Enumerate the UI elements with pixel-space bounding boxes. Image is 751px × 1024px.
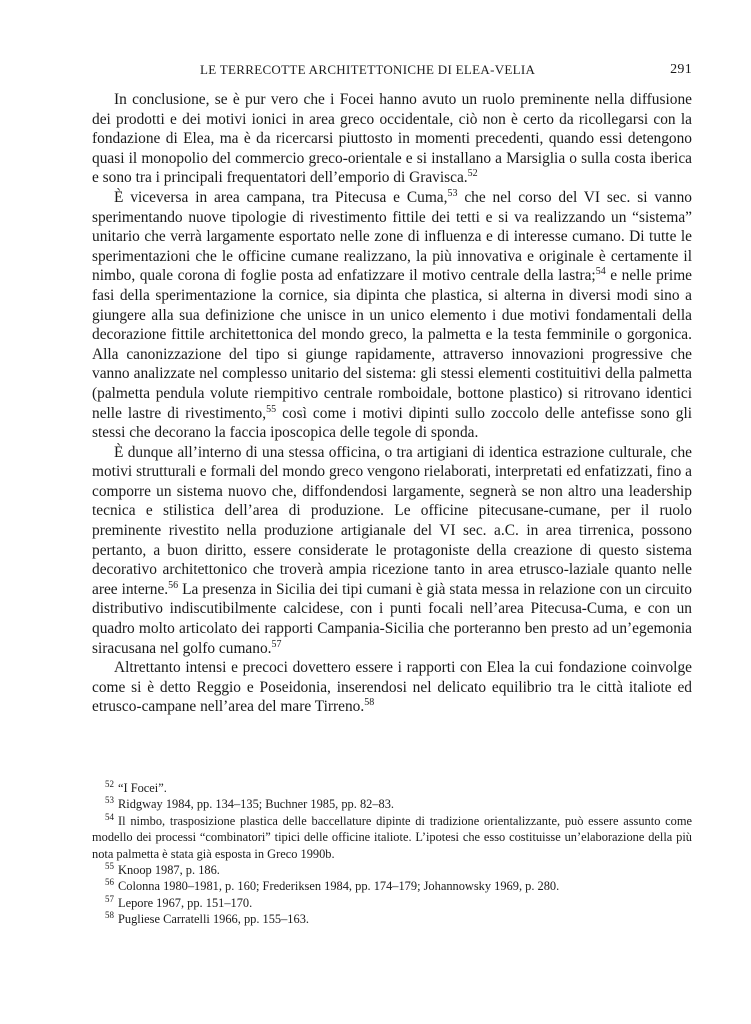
footnote-ref: 58 xyxy=(364,697,375,709)
footnote xyxy=(92,911,692,927)
footnote-ref: 57 xyxy=(271,638,282,650)
footnote-number: 56 xyxy=(105,877,114,888)
footnote xyxy=(92,878,692,894)
footnote-number: 53 xyxy=(105,795,114,806)
paragraph xyxy=(92,90,692,188)
paragraph-text: così come i motivi dipinti sullo zoccolo delle antefisse sono gli stessi che decorano la faccia iposcopica delle tegole di sponda. xyxy=(92,404,692,442)
paragraph-text: È dunque all’interno di una stessa officina, o tra artigiani di identica estrazione culturale, che motivi strutturali e formali del mondo greco vengono rielaborati, interpretati ed enfatizzati, fino a comporre un sistema nuovo che, diffondendosi largamente, segnerà se non altro una leadership tecnica e stilistica dell’area di produzione. Le officine pitecusane-cumane, per il ruolo preminente rivestito nella produzione artigianale del VI sec. a.C. in area tirrenica, possono pertanto, a buon diritto, essere considerate le protagoniste della creazione di questo sistema decorativo architettonico che troverà ampia ricezione tanto in area etrusco-laziale quanto nelle aree interne. xyxy=(92,443,692,598)
footnote-text: Ridgway 1984, pp. 134–135; Buchner 1985, pp. 82–83. xyxy=(118,797,395,812)
footnote-number: 54 xyxy=(105,811,114,822)
page-number: 291 xyxy=(670,62,692,77)
footnote-text: Lepore 1967, pp. 151–170. xyxy=(118,895,253,910)
paragraph xyxy=(92,658,692,717)
paragraph xyxy=(92,443,692,659)
footnotes xyxy=(92,780,692,928)
footnote xyxy=(92,796,692,812)
footnote-number: 55 xyxy=(105,860,114,871)
paragraph-text: Altrettanto intensi e precoci dovettero essere i rapporti con Elea la cui fondazione coinvolge come si è detto Reggio e Poseidonia, inserendosi nel delicato equilibrio tra le città italiote ed etrusco-campane nell’area del mare Tirreno. xyxy=(92,659,692,716)
footnote-ref: 55 xyxy=(266,403,277,415)
footnote-number: 58 xyxy=(105,910,114,921)
footnote-number: 52 xyxy=(105,778,114,789)
footnote xyxy=(92,813,692,862)
footnote-text: Il nimbo, trasposizione plastica delle baccellature dipinte di tradizione orientalizzante, può essere assunto come modello dei processi “combinatori” tipici delle officine italiote. L’ipotesi che esso costituisse un’elaborazione della più nota palmetta è stata già esposta in Greco 1990b. xyxy=(92,813,692,861)
paragraph-text: È viceversa in area campana, tra Pitecusa e Cuma, xyxy=(114,188,448,206)
paragraph xyxy=(92,188,692,443)
paragraph-text: La presenza in Sicilia dei tipi cumani è già stata messa in relazione con un circuito distributivo indiscutibilmente calcidese, con i punti focali nell’area Pitecusa-Cuma, e con un quadro molto articolato dei rapporti Campania-Sicilia che porteranno ben presto ad un’egemonia siracusana nel golfo cumano. xyxy=(92,580,693,657)
footnote-ref: 52 xyxy=(467,168,478,180)
footnote xyxy=(92,780,692,796)
footnote-text: “I Focei”. xyxy=(118,781,167,795)
running-head xyxy=(92,62,692,80)
footnote-ref: 56 xyxy=(168,579,179,591)
footnote-ref: 53 xyxy=(447,187,458,199)
footnote-text: Knoop 1987, p. 186. xyxy=(118,863,220,878)
footnote-text: Colonna 1980–1981, p. 160; Frederiksen 1984, pp. 174–179; Johannowsky 1969, p. 280. xyxy=(118,879,560,894)
footnote xyxy=(92,895,692,911)
footnote xyxy=(92,862,692,878)
footnote-ref: 54 xyxy=(595,266,606,278)
footnote-number: 57 xyxy=(105,893,114,904)
paragraph-text: e nelle prime fasi della sperimentazione la cornice, sia dipinta che plastica, si alterna in diversi modi sino a giungere alla sua definizione che unisce in un unico elemento i due motivi fondamentali della decorazione fittile architettonica del mondo greco, la palmetta e la testa femminile o gorgonica. Alla canonizzazione del tipo si giunge rapidamente, attraverso innovazioni progressive che vanno analizzate nel complesso unitario del sistema: gli stessi elementi costituitivi della palmetta (palmetta pendula volute riempitivo centrale romboidale, bottone plastico) si ritrovano identici nelle lastre di rivestimento, xyxy=(92,267,693,422)
running-title: LE TERRECOTTE ARCHITETTONICHE DI ELEA-VELIA xyxy=(200,62,536,77)
paragraph-text: che nel corso del VI sec. si vanno sperimentando nuove tipologie di rivestimento fittile dei tetti e si va realizzando un “sistema” unitario che verrà largamente esportato nelle zone di influenza e di interesse cumano. Di tutte le sperimentazioni che le officine cumane realizzano, la più innovativa e originale è certamente il nimbo, quale corona di foglie posta ad enfatizzare il motivo centrale della lastra; xyxy=(92,188,692,285)
body-text xyxy=(92,90,692,717)
paragraph-text: In conclusione, se è pur vero che i Focei hanno avuto un ruolo preminente nella diffusione dei prodotti e dei motivi ionici in area greco occidentale, ciò non è certo da ricollegarsi con la fondazione di Elea, ma è da ricercarsi piuttosto in momenti precedenti, quando essi detengono quasi il monopolio del commercio greco-orientale e si installano a Marsiglia o sulla costa iberica e sono tra i principali frequentatori dell’emporio di Gravisca. xyxy=(92,91,692,187)
footnote-text: Pugliese Carratelli 1966, pp. 155–163. xyxy=(118,912,309,927)
